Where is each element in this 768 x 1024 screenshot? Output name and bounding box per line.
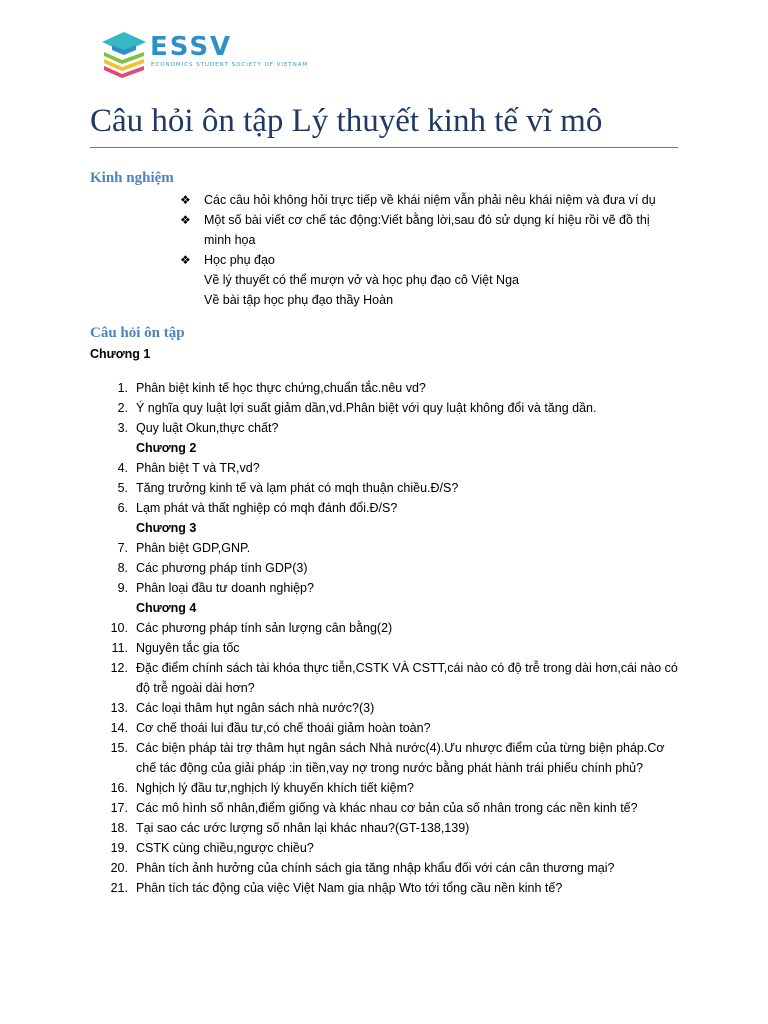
question-text: Ý nghĩa quy luật lợi suất giảm dần,vd.Phân biệt với quy luật không đổi và tăng dần. bbox=[136, 401, 597, 415]
diamond-bullet-icon: ❖ bbox=[180, 213, 191, 227]
question-number: 7. bbox=[117, 541, 128, 555]
bullet-text: Học phụ đạo bbox=[204, 253, 275, 267]
question-text: Lạm phát và thất nghiệp có mqh đánh đổi.Đ/S? bbox=[136, 501, 398, 515]
graduation-cap bbox=[102, 32, 146, 52]
question-number: 12. bbox=[110, 661, 128, 675]
question-number: 17. bbox=[110, 801, 128, 815]
chapter-heading: Chương 4 bbox=[136, 601, 197, 615]
question-text: Phân tích ảnh hưởng của chính sách gia tăng nhập khẩu đối với cán cân thương mại? bbox=[136, 861, 615, 875]
question-number: 6. bbox=[117, 501, 128, 515]
question-item bbox=[100, 658, 680, 698]
question-item bbox=[100, 558, 680, 578]
question-text: Các mô hình số nhân,điểm giống và khác nhau cơ bản của số nhân trong các nền kinh tế? bbox=[136, 801, 638, 815]
question-number: 3. bbox=[117, 421, 128, 435]
question-text: Tăng trưởng kinh tế và lạm phát có mqh thuận chiều.Đ/S? bbox=[136, 481, 459, 495]
chapter-heading-1: Chương 1 bbox=[90, 347, 151, 361]
question-number: 19. bbox=[110, 841, 128, 855]
question-text: Tại sao các ước lượng số nhân lại khác nhau?(GT-138,139) bbox=[136, 821, 470, 835]
question-item bbox=[100, 798, 680, 818]
title-divider bbox=[90, 147, 678, 148]
question-item bbox=[100, 878, 680, 898]
question-text: Cơ chế thoái lui đầu tư,có chế thoái giảm hoàn toàn? bbox=[136, 721, 431, 735]
bullet-text: minh họa bbox=[204, 233, 256, 247]
question-item bbox=[100, 478, 680, 498]
question-item bbox=[100, 458, 680, 478]
question-number: 5. bbox=[117, 481, 128, 495]
question-number: 18. bbox=[110, 821, 128, 835]
question-item bbox=[100, 718, 680, 738]
question-number: 9. bbox=[117, 581, 128, 595]
question-item bbox=[100, 578, 680, 598]
question-text: Các biện pháp tài trợ thâm hụt ngân sách Nhà nước(4).Ưu nhược điểm của từng biện pháp.Cơ bbox=[136, 741, 665, 755]
question-number: 16. bbox=[110, 781, 128, 795]
question-list bbox=[100, 378, 680, 898]
question-text: Nguyên tắc gia tốc bbox=[136, 641, 240, 655]
experience-bullet-list bbox=[180, 190, 680, 310]
question-item bbox=[100, 638, 680, 658]
question-item bbox=[100, 398, 680, 418]
question-text: Quy luật Okun,thực chất? bbox=[136, 421, 279, 435]
question-item bbox=[100, 838, 680, 858]
diamond-bullet-icon: ❖ bbox=[180, 253, 191, 267]
bullet-item bbox=[180, 250, 680, 310]
question-text: Phân loại đầu tư doanh nghiệp? bbox=[136, 581, 314, 595]
question-item bbox=[100, 378, 680, 398]
question-item bbox=[100, 698, 680, 718]
bullet-item bbox=[180, 210, 680, 250]
question-text: độ trễ ngoài dài hơn? bbox=[136, 681, 255, 695]
question-text: Phân biệt T và TR,vd? bbox=[136, 461, 260, 475]
question-item bbox=[100, 538, 680, 558]
question-number: 1. bbox=[117, 381, 128, 395]
question-item bbox=[100, 778, 680, 798]
diamond-bullet-icon: ❖ bbox=[180, 193, 191, 207]
page-title: Câu hỏi ôn tập Lý thuyết kinh tế vĩ mô bbox=[90, 103, 603, 139]
heading-cau-hoi-on-tap: Câu hỏi ôn tập bbox=[90, 325, 185, 341]
question-number: 14. bbox=[110, 721, 128, 735]
question-text: Đặc điểm chính sách tài khóa thực tiễn,CSTK VÀ CSTT,cái nào có độ trễ trong dài hơn,cái nào có bbox=[136, 661, 678, 675]
question-item bbox=[100, 618, 680, 638]
question-text: chế tác động của giải pháp :in tiền,vay nợ trong nước bằng phát hành trái phiếu chính phủ? bbox=[136, 761, 644, 775]
question-text: Phân biệt GDP,GNP. bbox=[136, 541, 251, 555]
question-item bbox=[100, 858, 680, 878]
bullet-text: Về lý thuyết có thể mượn vở và học phụ đạo cô Việt Nga bbox=[204, 273, 519, 287]
chapter-heading: Chương 2 bbox=[136, 441, 197, 455]
question-item bbox=[100, 498, 680, 518]
bullet-text: Về bài tập học phụ đạo thầy Hoàn bbox=[204, 293, 394, 307]
bullet-item bbox=[180, 190, 680, 210]
bullet-text: Các câu hỏi không hỏi trực tiếp về khái niệm vẫn phải nêu khái niệm và đưa ví dụ bbox=[204, 193, 656, 207]
question-text: Các phương pháp tính GDP(3) bbox=[136, 561, 308, 575]
question-number: 15. bbox=[110, 741, 128, 755]
question-item bbox=[100, 818, 680, 838]
question-number: 8. bbox=[117, 561, 128, 575]
question-text: Các phương pháp tính sản lượng cân bằng(2) bbox=[136, 621, 393, 635]
question-number: 4. bbox=[117, 461, 128, 475]
question-number: 20. bbox=[110, 861, 128, 875]
bullet-text: Một số bài viết cơ chế tác động:Viết bằng lời,sau đó sử dụng kí hiệu rồi vẽ đồ thị bbox=[204, 213, 650, 227]
question-number: 11. bbox=[111, 641, 128, 655]
question-text: Phân tích tác động của việc Việt Nam gia nhập Wto tới tổng cầu nền kinh tế? bbox=[136, 881, 563, 895]
question-text: Nghịch lý đầu tư,nghịch lý khuyến khích tiết kiệm? bbox=[136, 781, 414, 795]
question-item bbox=[100, 738, 680, 778]
question-number: 21. bbox=[110, 881, 128, 895]
question-item bbox=[100, 418, 680, 438]
heading-kinh-nghiem: Kinh nghiệm bbox=[90, 170, 174, 186]
question-text: Các loại thâm hụt ngân sách nhà nước?(3) bbox=[136, 701, 375, 715]
essv-books-icon bbox=[100, 30, 148, 78]
question-number: 2. bbox=[117, 401, 128, 415]
question-number: 13. bbox=[110, 701, 128, 715]
question-number: 10. bbox=[110, 621, 128, 635]
logo-wordmark: ESSV bbox=[150, 32, 233, 62]
essv-logo bbox=[100, 30, 340, 78]
logo-tagline: ECONOMICS STUDENT SOCIETY OF VIETNAM bbox=[151, 62, 309, 68]
question-text: Phân biệt kinh tế học thực chứng,chuẩn tắc.nêu vd? bbox=[136, 381, 426, 395]
question-text: CSTK cùng chiều,ngược chiều? bbox=[136, 841, 314, 855]
chapter-heading: Chương 3 bbox=[136, 521, 197, 535]
